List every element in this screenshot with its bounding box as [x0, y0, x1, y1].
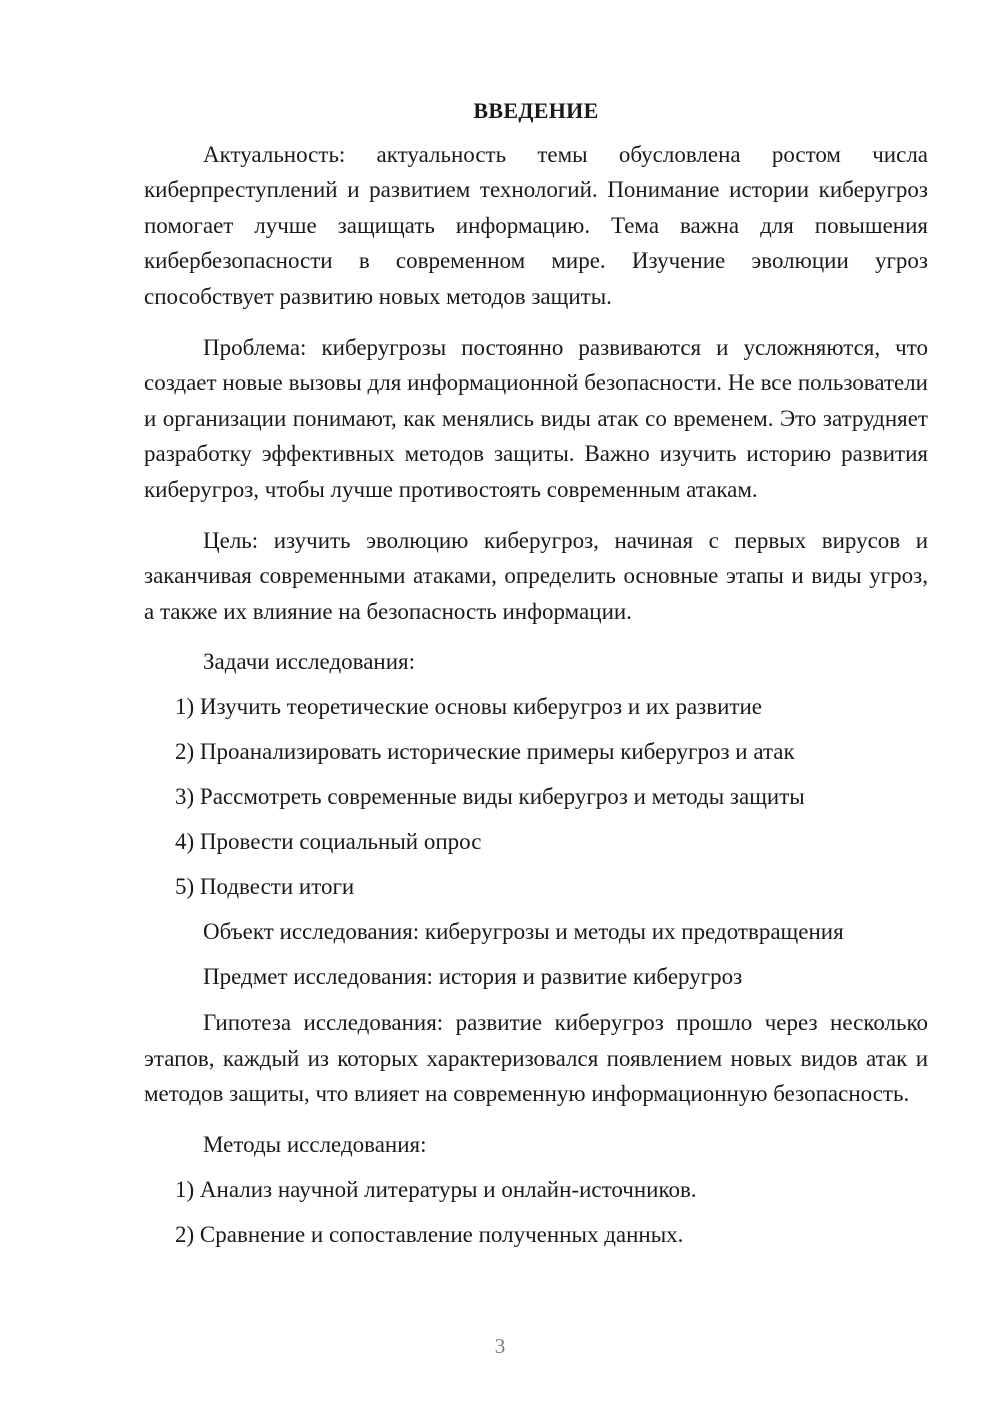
task-item: 1) Изучить теоретические основы киберугроз и их развитие [175, 694, 762, 720]
paragraph-goal: Цель: изучить эволюцию киберугроз, начиная с первых вирусов и заканчивая современными атаками, определить основные этапы и виды угроз, а также их влияние на безопасность информации. [144, 528, 928, 624]
method-item: 2) Сравнение и сопоставление полученных данных. [175, 1221, 684, 1247]
methods-list [144, 1173, 928, 1252]
tasks-label: Задачи исследования: [203, 649, 416, 675]
paragraph-hypothesis: Гипотеза исследования: развитие киберугроз прошло через несколько этапов, каждый из которых характеризовался появлением новых видов атак и методов защиты, что влияет на современную информационную безопасность. [144, 1010, 928, 1107]
page-number: 3 [494, 1334, 506, 1358]
task-item: 2) Проанализировать исторические примеры киберугроз и атак [175, 739, 795, 765]
methods-label: Методы исследования: [203, 1131, 427, 1157]
task-item: 4) Провести социальный опрос [175, 829, 482, 855]
task-item: 3) Рассмотреть современные виды киберугроз и методы защиты [175, 784, 805, 810]
section-title: ВВЕДЕНИЕ [473, 98, 599, 123]
research-object: Объект исследования: киберугрозы и методы их предотвращения [203, 919, 844, 945]
task-item: 5) Подвести итоги [175, 874, 355, 900]
page-content [144, 96, 928, 1263]
research-subject: Предмет исследования: история и развитие киберугроз [203, 964, 743, 990]
paragraph-relevance: Актуальность: актуальность темы обусловлена ростом числа киберпреступлений и развитием технологий. Понимание истории киберугроз помогает лучше защищать информацию. Тема важна для повышения кибербезопасности в современном мире. Изучение эволюции угроз способствует развитию новых методов защиты. [144, 142, 928, 309]
paragraph-problem: Проблема: киберугрозы постоянно развиваются и усложняются, что создает новые вызовы для информационной безопасности. Не все пользователи и организации понимают, как менялись виды атак со временем. Это затрудняет разработку эффективных методов защиты. Важно изучить историю развития киберугроз, чтобы лучше противостоять современным атакам. [144, 335, 928, 502]
method-item: 1) Анализ научной литературы и онлайн-источников. [175, 1176, 697, 1202]
tasks-list [144, 690, 928, 904]
